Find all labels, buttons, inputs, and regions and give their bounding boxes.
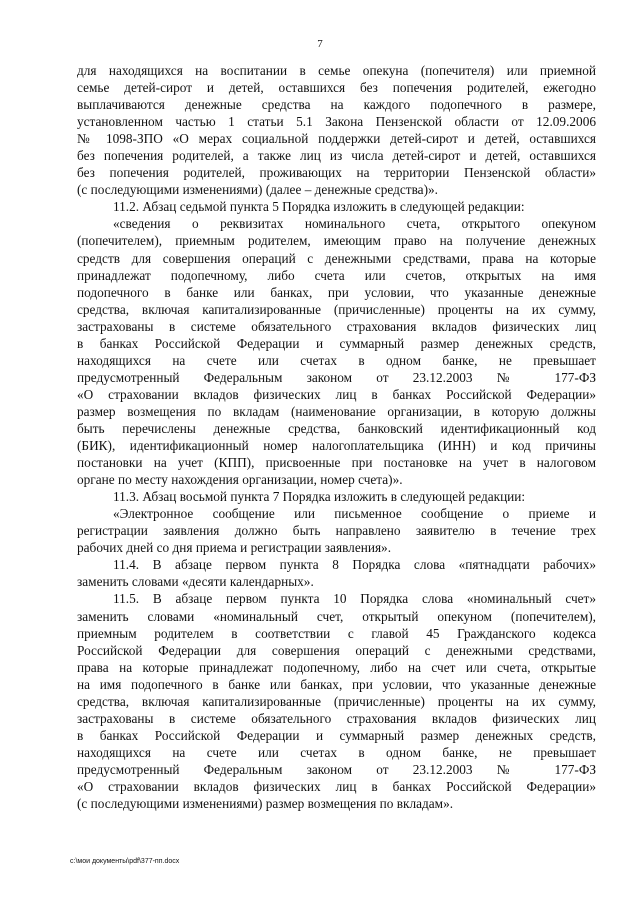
text-line: в банках Российской Федерации и суммарный размер денежных средств, — [77, 727, 596, 743]
text-line: заменить словами «десяти календарных». — [77, 574, 314, 590]
text-line: застрахованы в системе обязательного страхования вкладов физических лиц — [77, 318, 596, 334]
text-line: «Электронное сообщение или письменное сообщение о приеме и — [113, 506, 596, 522]
text-line: (с последующими изменениями) (далее – денежные средства)». — [77, 182, 438, 198]
text-line: принадлежат подопечному, либо счета или счетов, открытых на имя — [77, 267, 596, 283]
text-line: регистрации заявления должно быть направлено заявителю в течение трех — [77, 523, 596, 539]
page-number: 7 — [317, 38, 323, 50]
text-line: застрахованы в системе обязательного страхования вкладов физических лиц — [77, 710, 596, 726]
text-line: средства, включая капитализированные (причисленные) проценты на их сумму, — [77, 301, 596, 317]
text-line: средств для совершения операций с денежными средствами, права на которые — [77, 250, 596, 266]
text-line: в банках Российской Федерации и суммарный размер денежных средств, — [77, 335, 596, 351]
text-line: семье детей-сирот и детей, оставшихся без попечения родителей, ежегодно — [77, 80, 596, 96]
text-line: для находящихся на воспитании в семье опекуна (попечителя) или приемной — [77, 63, 596, 78]
text-line: рабочих дней со дня приема и регистрации заявления». — [77, 540, 392, 556]
text-line: Российской Федерации для совершения операций с денежными средствами, — [77, 642, 596, 658]
text-line: права на которые принадлежат подопечному, либо на счет или счета, открытые — [77, 659, 596, 675]
text-line: находящихся на счете или счетах в одном банке, не превышает — [77, 352, 596, 368]
document-body — [77, 62, 596, 812]
text-line: выплачиваются денежные средства на каждого подопечного в размере, — [77, 97, 596, 113]
text-line: № 1098-ЗПО «О мерах социальной поддержки детей-сирот и детей, оставшихся — [77, 131, 596, 147]
text-line: (БИК), идентификационный номер налогоплательщика (ИНН) и код причины — [77, 438, 596, 454]
text-line: находящихся на счете или счетах в одном банке, не превышает — [77, 744, 596, 760]
text-line: органе по месту нахождения организации, номер счета)». — [77, 472, 403, 488]
text-line: установленном частью 1 статьи 5.1 Закона Пензенской области от 12.09.2006 — [77, 114, 596, 130]
text-line: приемным родителем в соответствии с главой 45 Гражданского кодекса — [77, 625, 596, 641]
text-line: (с последующими изменениями) размер возмещения по вкладам». — [77, 796, 454, 812]
text-line: заменить словами «номинальный счет, открытый опекуном (попечителем), — [77, 608, 596, 624]
text-line: 11.5. В абзаце первом пункта 10 Порядка слова «номинальный счет» — [113, 591, 596, 607]
file-path-footer: c:\мои документы\pdf\377-пп.docx — [70, 858, 180, 865]
text-line: 11.2. Абзац седьмой пункта 5 Порядка изложить в следующей редакции: — [113, 199, 525, 215]
text-line: средства, включая капитализированные (причисленные) проценты на их сумму, — [77, 693, 596, 709]
text-line: (попечителем), приемным родителем, имеющим право на получение денежных — [77, 233, 596, 249]
text-line: размер возмещения по вкладам (наименование организации, в которую должны — [77, 403, 596, 419]
text-line: «О страховании вкладов физических лиц в банках Российской Федерации» — [77, 778, 596, 794]
text-line: подопечного в банке или банках, при условии, что указанные денежные — [77, 284, 596, 300]
text-line: без попечения родителей, проживающих на территории Пензенской области» — [77, 165, 596, 181]
text-line: предусмотренный Федеральным законом от 23.12.2003 № 177-ФЗ — [77, 369, 596, 385]
text-line: быть перечислены денежные средства, банковский идентификационный код — [77, 420, 596, 436]
text-line: постановки на учет (КПП), присвоенные при постановке на учет в налоговом — [77, 455, 596, 471]
text-line: «сведения о реквизитах номинального счета, открытого опекуном — [113, 216, 596, 232]
text-line: на имя подопечного в банке или банках, при условии, что указанные денежные — [77, 676, 596, 692]
text-line: предусмотренный Федеральным законом от 23.12.2003 № 177-ФЗ — [77, 761, 596, 777]
text-line: без попечения родителей, а также лиц из числа детей-сирот и детей, оставшихся — [77, 148, 596, 164]
text-line: 11.4. В абзаце первом пункта 8 Порядка слова «пятнадцати рабочих» — [113, 557, 596, 573]
text-line: «О страховании вкладов физических лиц в банках Российской Федерации» — [77, 386, 596, 402]
text-line: 11.3. Абзац восьмой пункта 7 Порядка изложить в следующей редакции: — [113, 489, 526, 505]
